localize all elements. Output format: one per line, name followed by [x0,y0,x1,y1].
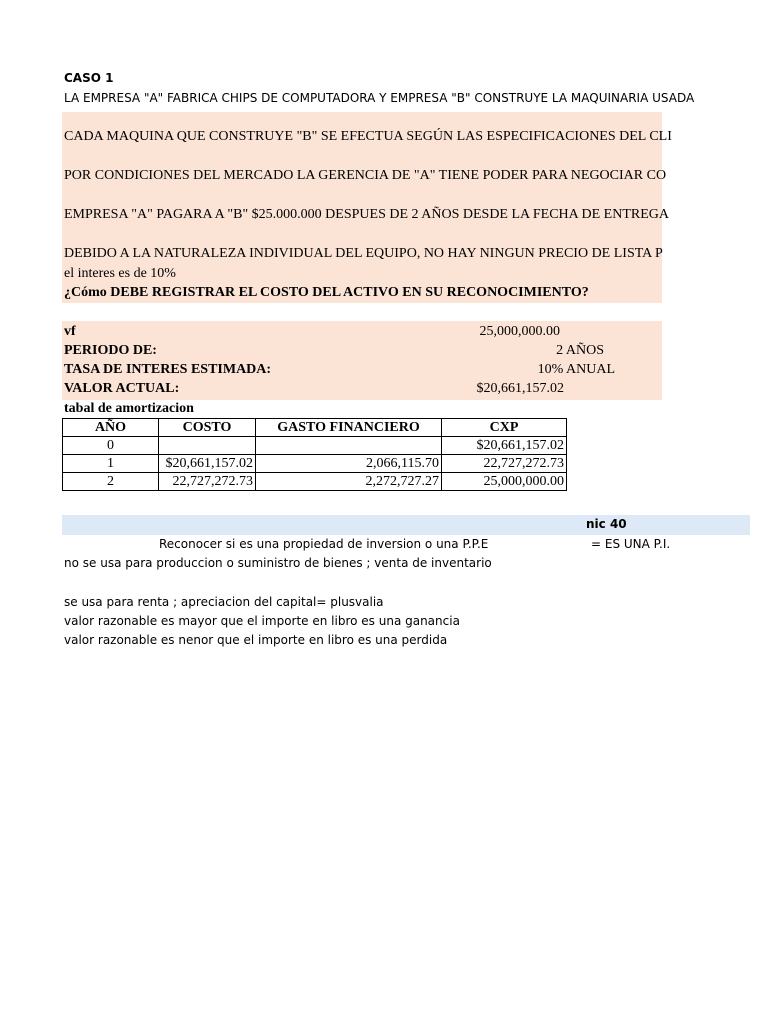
header-year: AÑO [63,419,159,437]
cell-cost: 22,727,272.73 [159,473,256,491]
pv-value: $20,661,157.02 [476,381,564,396]
nic-recognize: Reconocer si es una propiedad de inversion o una P.P.E [159,537,489,551]
cell-financial-expense: 2,066,115.70 [256,455,442,473]
amortization-title: tabal de amortizacion [64,401,194,416]
interest-note: el interes es de 10% [64,266,176,281]
cell-cost: $20,661,157.02 [159,455,256,473]
pv-label: VALOR ACTUAL: [64,381,180,396]
cell-financial-expense: 2,272,727.27 [256,473,442,491]
table-row [63,473,567,491]
cell-cxp: 22,727,272.73 [442,455,567,473]
nic-header: nic 40 [586,517,627,531]
question: ¿Cómo DEBE REGISTRAR EL COSTO DEL ACTIVO EN SU RECONOCIMIENTO? [64,285,589,300]
cell-cost [159,437,256,455]
nic-note-2: se usa para renta ; apreciacion del capital= plusvalia [64,595,384,609]
rate-label: TASA DE INTERES ESTIMADA: [64,362,272,377]
cell-year: 1 [63,455,159,473]
case-title: CASO 1 [64,71,114,85]
table-row [63,455,567,473]
vf-label: vf [64,324,76,339]
amortization-table [62,418,567,491]
nic-header-band [62,515,750,535]
table-row [63,437,567,455]
cell-year: 2 [63,473,159,491]
cell-financial-expense [256,437,442,455]
table-header-row [63,419,567,437]
nic-note-4: valor razonable es nenor que el importe en libro es una perdida [64,633,448,647]
case-intro: LA EMPRESA "A" FABRICA CHIPS DE COMPUTADORA Y EMPRESA "B" CONSTRUYE LA MAQUINARIA USADA [64,91,695,105]
cell-year: 0 [63,437,159,455]
case-line-3: EMPRESA "A" PAGARA A "B" $25.000.000 DESPUES DE 2 AÑOS DESDE LA FECHA DE ENTREGA [64,207,669,222]
period-label: PERIODO DE: [64,343,157,358]
case-line-2: POR CONDICIONES DEL MERCADO LA GERENCIA DE "A" TIENE PODER PARA NEGOCIAR CO [64,168,667,183]
case-line-1: CADA MAQUINA QUE CONSTRUYE "B" SE EFECTUA SEGÚN LAS ESPECIFICACIONES DEL CLI [64,129,672,144]
header-cost: COSTO [159,419,256,437]
vf-value: 25,000,000.00 [479,324,560,339]
case-line-4: DEBIDO A LA NATURALEZA INDIVIDUAL DEL EQUIPO, NO HAY NINGUN PRECIO DE LISTA P [64,246,663,261]
nic-result: = ES UNA P.I. [591,537,671,551]
header-financial-expense: GASTO FINANCIERO [256,419,442,437]
nic-note-1: no se usa para produccion o suministro de bienes ; venta de inventario [64,556,492,570]
cell-cxp: $20,661,157.02 [442,437,567,455]
period-value: 2 AÑOS [556,343,604,358]
cell-cxp: 25,000,000.00 [442,473,567,491]
header-cxp: CXP [442,419,567,437]
nic-note-3: valor razonable es mayor que el importe en libro es una ganancia [64,614,460,628]
rate-value: 10% ANUAL [537,362,615,377]
